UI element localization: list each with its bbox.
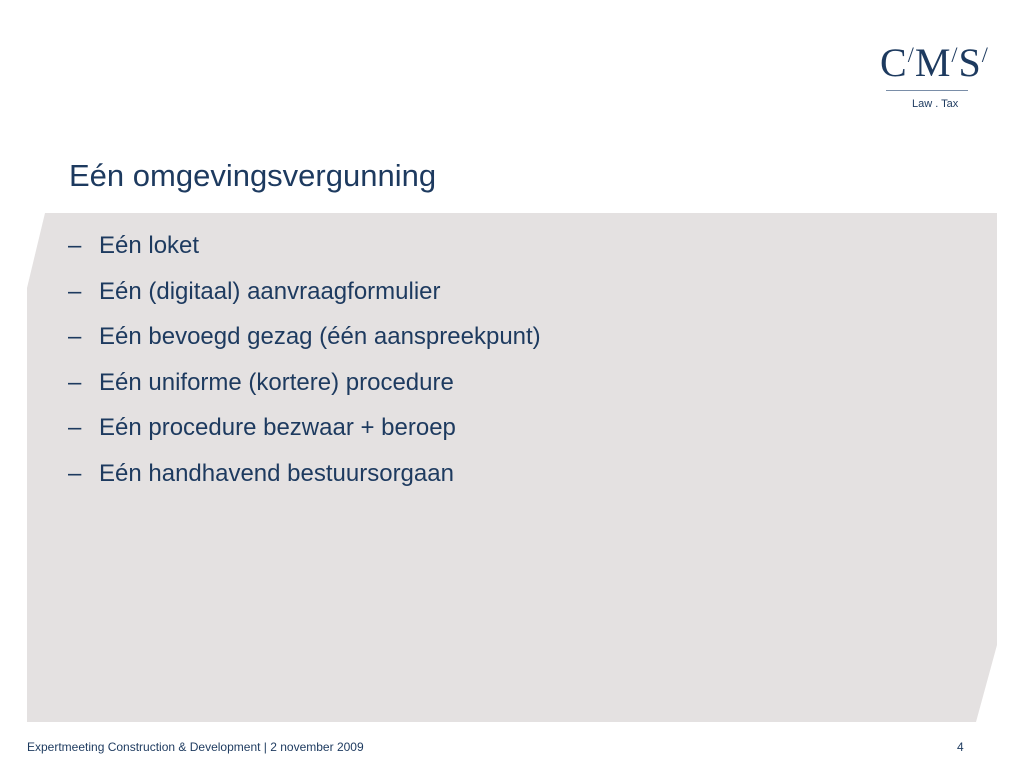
- logo-letter-c: C: [880, 40, 907, 85]
- bullet-item: [68, 323, 541, 369]
- footer-text: Expertmeeting Construction & Development | 2 november 2009: [27, 740, 364, 754]
- bullet-marker: –: [68, 277, 82, 305]
- bullet-marker: –: [68, 323, 82, 351]
- bullet-text: Eén loket: [99, 232, 200, 259]
- bullet-text: Eén handhavend bestuursorgaan: [99, 459, 454, 487]
- logo-letter-s: S: [958, 40, 981, 85]
- logo-slash: /: [907, 42, 914, 67]
- logo-letter-m: M: [914, 40, 951, 85]
- bullet-marker: –: [68, 414, 82, 442]
- logo-slash: /: [981, 42, 988, 67]
- bullet-text: Eén bevoegd gezag (één aanspreekpunt): [99, 323, 541, 351]
- bullet-item: [68, 232, 541, 278]
- bullet-text: Eén procedure bezwaar + beroep: [99, 414, 456, 442]
- bullet-marker: –: [68, 459, 82, 487]
- bullet-marker: –: [68, 368, 82, 396]
- logo-divider: [886, 90, 968, 91]
- logo-tagline: Law . Tax: [912, 98, 959, 110]
- logo-slash: /: [951, 42, 958, 67]
- page-number: 4: [957, 740, 964, 754]
- bullet-marker: –: [68, 232, 82, 259]
- bullet-text: Eén uniforme (kortere) procedure: [99, 368, 454, 396]
- bullet-text: Eén (digitaal) aanvraagformulier: [99, 277, 441, 305]
- bullet-list: [68, 232, 541, 506]
- bullet-item: [68, 414, 541, 460]
- logo-wordmark: [880, 40, 1000, 86]
- bullet-item: [68, 278, 541, 324]
- bullet-item: [68, 460, 541, 506]
- cms-logo: [880, 40, 990, 120]
- slide-title: Eén omgevingsvergunning: [69, 158, 437, 193]
- bullet-item: [68, 369, 541, 415]
